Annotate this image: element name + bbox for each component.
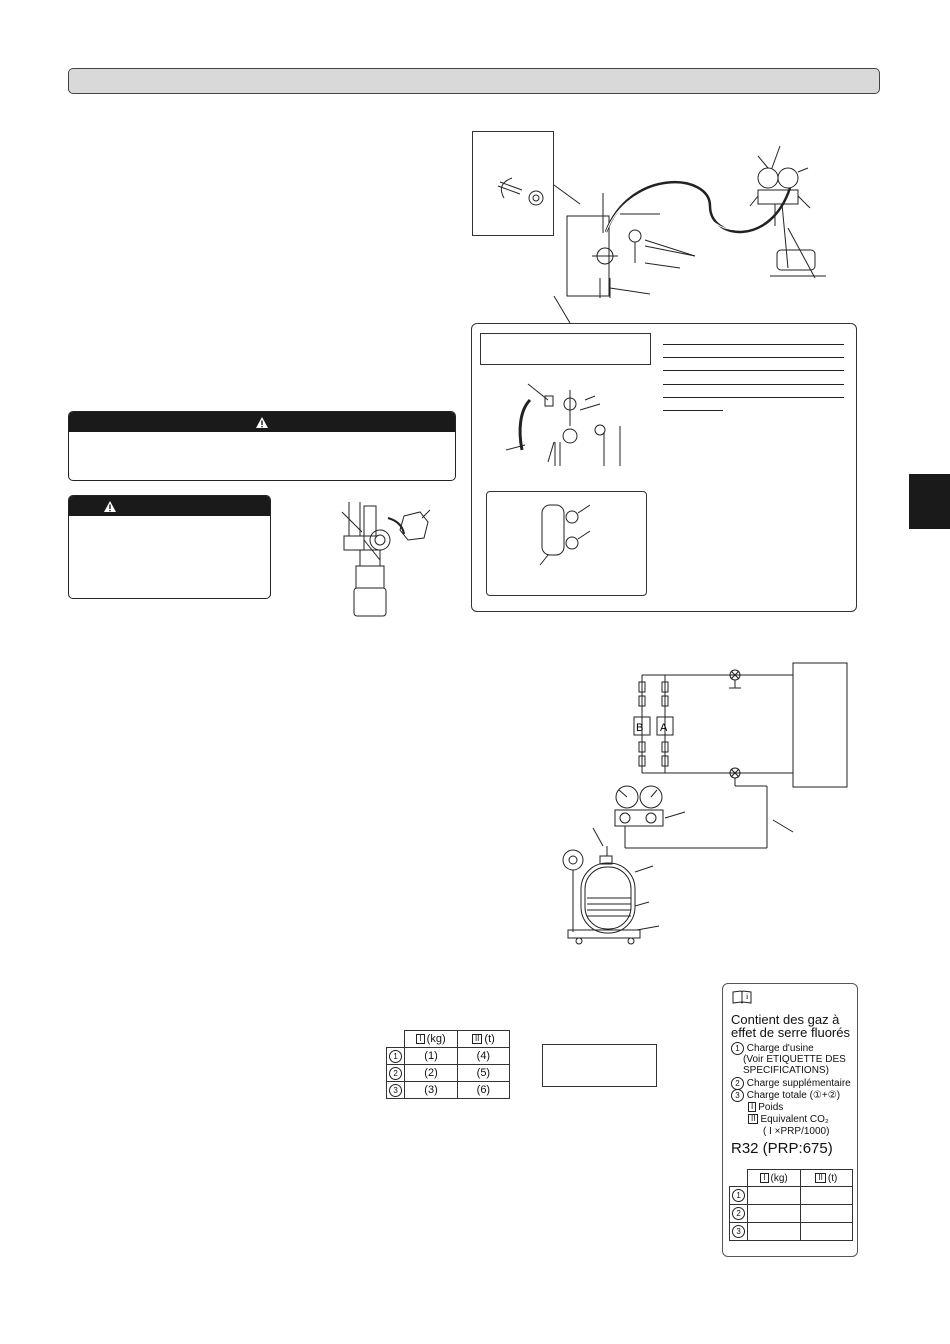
blank-box (542, 1044, 657, 1087)
table-cell: (6) (457, 1082, 509, 1099)
table-cell: (3) (405, 1082, 457, 1099)
row-number: 1 (389, 1050, 402, 1063)
service-valve-drawing (332, 496, 442, 621)
col-unit-t: (t) (484, 1033, 495, 1045)
table-cell: (1) (405, 1048, 457, 1065)
table-cell: (5) (457, 1065, 509, 1082)
label-item-1: 1 Charge d'usine (731, 1042, 814, 1055)
label-roman-1: I Poids (748, 1102, 783, 1114)
label-formula: ( I ×PRP/1000) (763, 1126, 830, 1137)
table-row (387, 1082, 510, 1099)
table-cell: (2) (405, 1065, 457, 1082)
valve-closeup-drawing (530, 495, 600, 575)
manifold-gauge-diagram (470, 128, 870, 328)
schrader-valve-drawing (500, 370, 640, 470)
row-number: 3 (389, 1084, 402, 1097)
roman-2-badge: II (472, 1034, 482, 1044)
blank-text-lines (663, 344, 844, 414)
fgas-label-card (722, 983, 858, 1257)
section-header-bar (68, 68, 880, 94)
warning-box (68, 411, 456, 481)
label-item-1-note-2: SPECIFICATIONS) (743, 1065, 829, 1076)
label-roman-2: II Equivalent CO₂ (748, 1114, 829, 1126)
label-item-2: 2 Charge supplémentaire (731, 1077, 851, 1090)
circuit-label-a: A (660, 722, 668, 734)
caution-triangle-icon (103, 500, 117, 513)
col-unit-kg: (kg) (426, 1033, 446, 1045)
table-row (387, 1065, 510, 1082)
label-charge-table: I (kg) II (t) 1 2 3 (729, 1169, 853, 1241)
caution-box (68, 495, 271, 599)
refrigerant-type: R32 (PRP:675) (731, 1140, 833, 1157)
row-number: 2 (389, 1067, 402, 1080)
charge-table (386, 1030, 510, 1099)
table-row: 3 (730, 1223, 853, 1241)
warning-triangle-icon (255, 416, 269, 429)
label-item-1-note-1: (Voir ETIQUETTE DES (743, 1054, 846, 1065)
circuit-label-b: B (636, 722, 644, 734)
table-cell: (4) (457, 1048, 509, 1065)
chapter-tab (909, 474, 950, 529)
label-line-2: effet de serre fluorés (731, 1025, 850, 1040)
table-row (387, 1048, 510, 1065)
manual-info-icon (732, 990, 752, 1004)
roman-1-badge: I (416, 1034, 424, 1044)
warning-header (69, 412, 455, 432)
detail-caption-box (480, 333, 651, 365)
table-row: 2 (730, 1205, 853, 1223)
svg-text:i: i (746, 992, 749, 1001)
caution-header (69, 496, 270, 516)
label-line-1: Contient des gaz à (731, 1012, 840, 1027)
table-row: 1 (730, 1187, 853, 1205)
charging-circuit-diagram (555, 660, 855, 950)
label-item-3: 3 Charge totale (①+②) (731, 1089, 840, 1102)
